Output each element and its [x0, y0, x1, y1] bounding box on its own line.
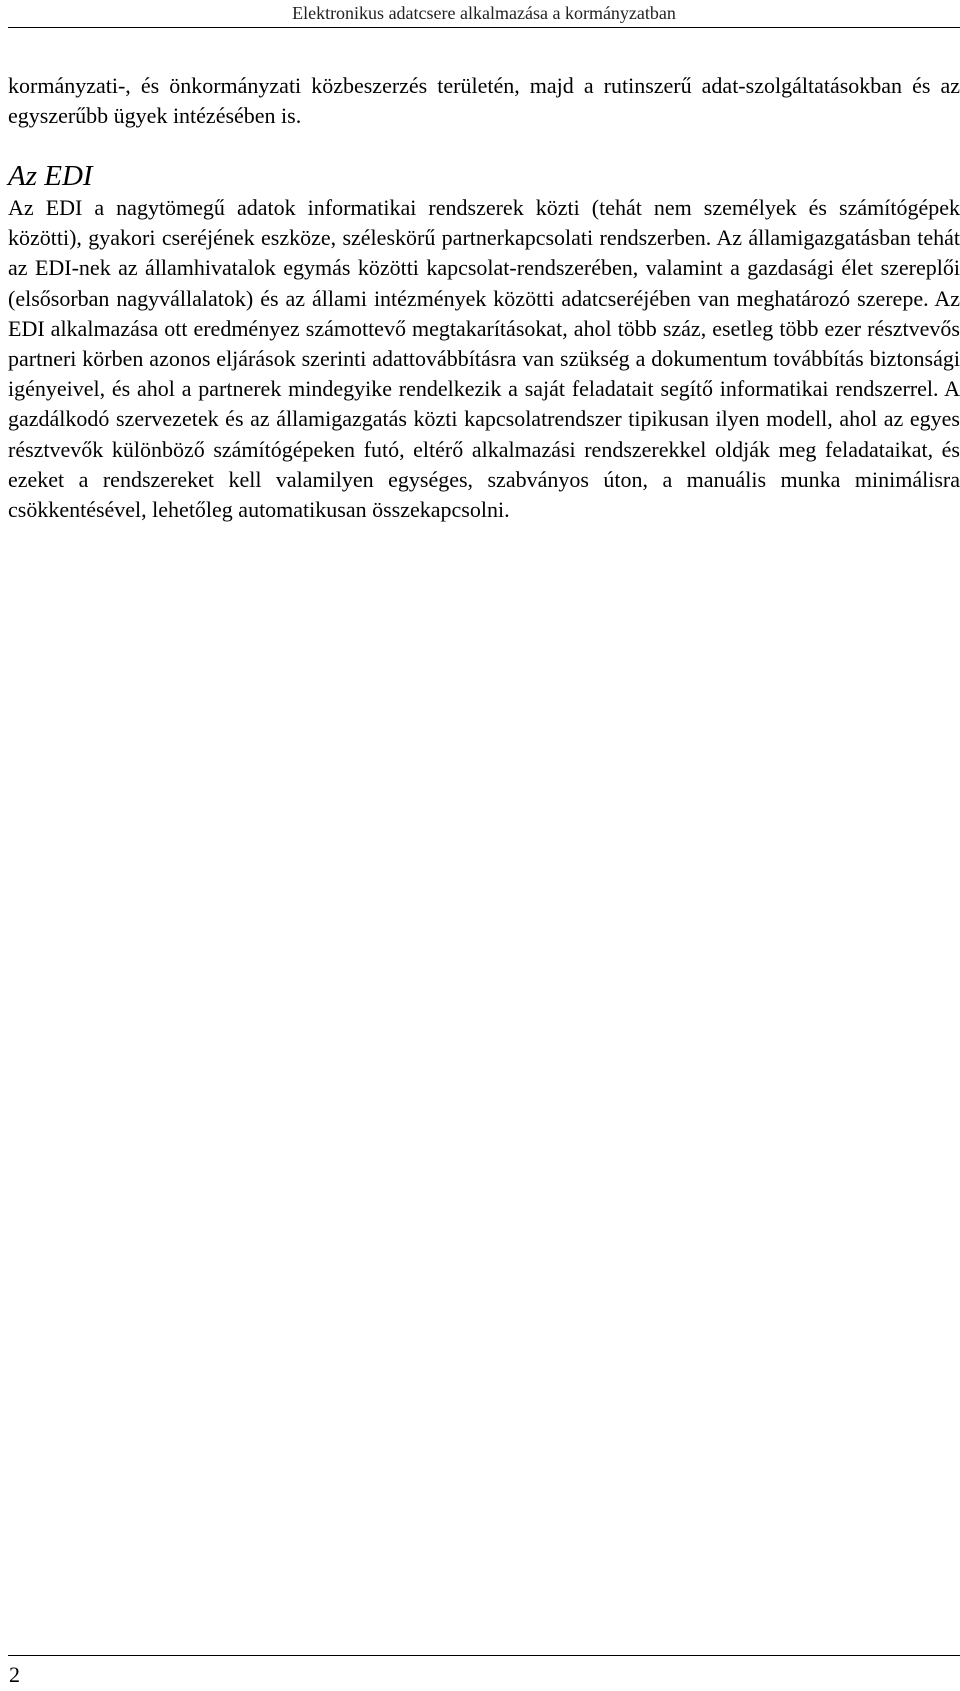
section-heading: Az EDI: [8, 160, 93, 192]
main-paragraph: Az EDI a nagytömegű adatok informatikai rendszerek közti (tehát nem személyek és számítógépek közötti), gyakori cseréjének eszköze, széleskörű partnerkapcsolati rendszerben. Az államigazgatásban tehát az EDI-nek az államhivatalok egymás közötti kapcsolat-rendszerében, valamint a gazdasági élet szereplői (elsősorban nagyvállalatok) és az állami intézmények közötti adatcseréjében van meghatározó szerepe. Az EDI alkalmazása ott eredményez számottevő megtakarításokat, ahol több száz, esetleg több ezer résztvevős partneri körben azonos eljárások szerinti adattovábbításra van szükség a dokumentum továbbítás biztonsági igényeivel, és ahol a partnerek mindegyike rendelkezik a saját feladatait segítő informatikai rendszerrel. A gazdálkodó szervezetek és az államigazgatás közti kapcsolatrendszer tipikusan ilyen modell, ahol az egyes résztvevők különböző számítógépeken futó, eltérő alkalmazási rendszerekkel oldják meg feladataikat, és ezeket a rendszereket kell valamilyen egységes, szabványos úton, a manuális munka minimálisra csökkentésével, lehetőleg automatikusan összekapcsolni.: [8, 195, 960, 523]
header-rule: [8, 27, 960, 28]
page-number: 2: [9, 1662, 20, 1687]
footer-rule: [8, 1655, 960, 1656]
running-header: Elektronikus adatcsere alkalmazása a kormányzatban: [292, 3, 676, 23]
intro-paragraph: kormányzati-, és önkormányzati közbeszerzés területén, majd a rutinszerű adat-szolgáltatásokban és az egyszerűbb ügyek intézésében is.: [8, 73, 960, 129]
